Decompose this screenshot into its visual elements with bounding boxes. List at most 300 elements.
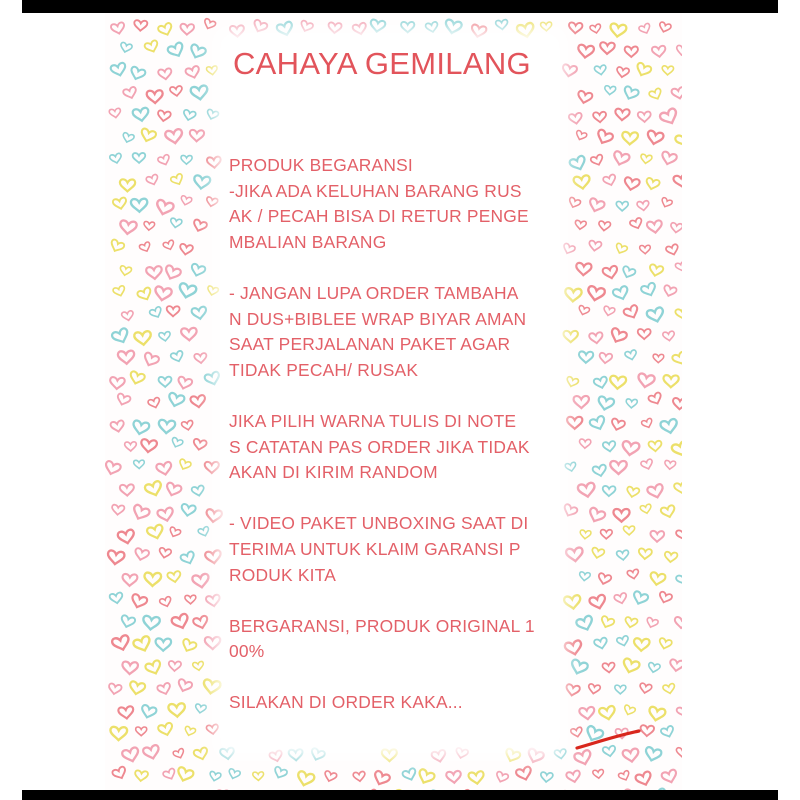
heart-icon [205, 509, 222, 523]
heart-icon [109, 153, 122, 164]
heart-icon [604, 86, 616, 96]
heart-icon [648, 706, 666, 722]
heart-icon [184, 726, 197, 737]
heart-icon [565, 684, 580, 697]
heart-icon [170, 86, 183, 97]
heart-icon [638, 111, 651, 122]
heart-icon [165, 129, 184, 145]
heart-icon [140, 704, 157, 719]
heart-icon [401, 22, 414, 32]
heart-icon [402, 768, 418, 782]
heart-icon [597, 396, 615, 411]
heart-icon [162, 768, 177, 781]
heart-icon [105, 460, 121, 476]
heart-icon [653, 354, 664, 363]
heart-icon [660, 197, 673, 209]
heart-icon [157, 507, 175, 522]
heart-icon [155, 638, 171, 650]
heart-icon [192, 438, 207, 450]
heart-icon [119, 42, 132, 54]
paragraph-gap [229, 486, 559, 512]
heart-icon [648, 392, 664, 406]
heart-icon [111, 635, 131, 652]
heart-icon [309, 748, 325, 762]
heart-icon [600, 530, 612, 539]
heart-icon [635, 771, 653, 787]
heart-icon [123, 86, 138, 100]
heart-icon [158, 68, 172, 80]
text-line: AK / PECAH BISA DI RETUR PENGE [229, 206, 529, 227]
heart-icon [613, 509, 629, 522]
heart-icon [624, 350, 637, 361]
heart-icon [676, 705, 682, 718]
heart-icon [158, 547, 171, 558]
heart-icon [574, 396, 590, 408]
heart-icon [176, 766, 195, 783]
heart-icon [597, 573, 612, 586]
heart-icon [176, 678, 193, 693]
heart-icon [526, 748, 545, 765]
heart-icon [616, 201, 628, 211]
heart-icon [182, 109, 196, 121]
heart-icon [129, 66, 146, 81]
heart-icon [142, 744, 160, 760]
heart-icon [576, 263, 592, 276]
heart-icon [134, 331, 152, 346]
heart-icon [598, 221, 611, 231]
heart-icon [495, 19, 508, 30]
heart-icon [206, 66, 218, 76]
top-black-bar [22, 0, 778, 13]
heart-icon [193, 747, 209, 761]
heart-icon [425, 21, 439, 33]
heart-icon [648, 88, 663, 102]
heart-icon [669, 659, 682, 672]
heart-icon [577, 305, 590, 316]
heart-icon [640, 154, 652, 164]
heart-icon [579, 439, 591, 448]
product-notes [229, 153, 559, 716]
heart-icon [681, 502, 682, 515]
heart-icon [168, 703, 185, 717]
heart-icon [118, 350, 135, 364]
heart-icon [139, 241, 152, 253]
heart-icon [626, 486, 640, 498]
heart-icon [646, 130, 664, 146]
heart-icon [676, 528, 682, 541]
heart-icon [646, 307, 665, 324]
heart-icon [660, 725, 675, 738]
heart-icon [675, 261, 682, 272]
heart-icon [170, 350, 185, 363]
heart-icon [190, 85, 208, 100]
heart-icon [639, 683, 652, 694]
heart-icon [603, 441, 617, 452]
heart-icon [159, 331, 171, 341]
heart-icon [621, 658, 640, 675]
heart-icon [180, 638, 197, 653]
heart-icon [416, 768, 435, 785]
heart-icon [179, 243, 193, 255]
heart-icon [640, 504, 652, 515]
heart-icon [625, 47, 638, 57]
heart-icon [624, 617, 638, 629]
heart-icon [157, 110, 171, 122]
heart-icon [573, 175, 591, 190]
heart-icon [662, 285, 677, 298]
heart-icon [117, 529, 135, 545]
heart-icon [185, 595, 196, 604]
heart-icon [178, 283, 197, 300]
heart-icon [134, 20, 148, 31]
heart-icon [623, 177, 640, 191]
heart-icon [568, 22, 582, 33]
heart-icon [122, 574, 137, 586]
heart-icon [590, 24, 602, 34]
heart-icon [663, 375, 679, 388]
heart-icon [566, 770, 582, 783]
heart-icon [593, 112, 607, 123]
heart-icon [612, 285, 630, 301]
heart-icon [134, 770, 148, 782]
heart-icon [660, 505, 676, 519]
heart-icon [664, 460, 676, 470]
heart-icon [192, 661, 204, 671]
heart-icon [176, 376, 192, 390]
heart-icon [631, 591, 648, 607]
heart-icon [112, 285, 126, 297]
heart-icon [623, 304, 641, 320]
heart-icon [575, 130, 588, 142]
heart-icon [664, 552, 678, 563]
heart-icon [207, 156, 222, 168]
heart-icon [670, 222, 682, 233]
heart-icon [577, 90, 593, 104]
text-line: BERGARANSI, PRODUK ORIGINAL 1 [229, 615, 535, 636]
heart-icon [185, 65, 201, 79]
heart-icon [444, 19, 462, 35]
heart-icon [674, 482, 682, 494]
heart-icon [431, 749, 447, 763]
heart-icon [562, 503, 578, 518]
heart-icon [564, 640, 583, 656]
heart-icon [220, 747, 235, 760]
heart-icon [147, 90, 164, 103]
heart-icon [674, 617, 682, 629]
heart-icon [579, 572, 591, 582]
heart-icon [515, 766, 533, 782]
heart-icon [633, 638, 649, 651]
heart-icon [122, 661, 138, 674]
heart-icon [602, 265, 619, 279]
heart-icon [574, 220, 586, 230]
heart-icon [190, 395, 206, 408]
heart-icon [621, 441, 640, 457]
heart-icon [125, 442, 137, 452]
heart-icon [109, 108, 121, 118]
heart-icon [202, 679, 221, 695]
heart-icon [675, 308, 682, 320]
heart-icon [567, 417, 582, 429]
text-line: -JIKA ADA KELUHAN BARANG RUS [229, 180, 522, 201]
heart-icon [382, 749, 397, 761]
heart-icon [119, 220, 137, 235]
text-line: TERIMA UNTUK KLAIM GARANSI P [229, 538, 521, 559]
heart-icon [140, 439, 157, 453]
heart-icon [158, 420, 175, 434]
heart-icon [592, 464, 607, 477]
heart-icon [121, 310, 134, 321]
heart-icon [635, 62, 653, 78]
heart-icon [204, 371, 221, 386]
heart-icon [110, 62, 127, 77]
heart-icon [580, 530, 592, 540]
heart-icon [181, 420, 194, 431]
heart-icon [579, 351, 594, 363]
heart-icon [195, 704, 207, 714]
heart-icon [171, 613, 191, 631]
heart-icon [119, 265, 132, 276]
heart-icon [206, 286, 218, 297]
heart-icon [328, 22, 342, 33]
paragraph-gap [229, 255, 559, 281]
heart-icon [144, 40, 160, 54]
heart-icon [504, 748, 521, 764]
heart-icon [170, 173, 185, 187]
heart-icon [599, 615, 614, 629]
heart-icon [205, 197, 218, 208]
heart-icon [198, 526, 211, 537]
heart-icon [577, 44, 594, 58]
heart-icon [191, 306, 207, 320]
heart-icon [595, 129, 614, 146]
heart-icon [159, 596, 173, 608]
heart-icon [647, 483, 665, 499]
heart-icon [128, 681, 145, 696]
heart-icon [609, 376, 626, 390]
text-line: TIDAK PECAH/ RUSAK [229, 359, 419, 380]
heart-icon [193, 175, 211, 190]
text-line: SAAT PERJALANAN PAKET AGAR [229, 334, 511, 355]
heart-icon [621, 266, 636, 280]
heart-icon [565, 288, 582, 302]
heart-icon [623, 526, 634, 535]
heart-icon [206, 594, 221, 607]
heart-icon [658, 591, 673, 604]
heart-icon [594, 637, 609, 650]
heart-icon [155, 199, 175, 216]
heart-icon [616, 550, 629, 561]
heart-icon [111, 504, 124, 515]
heart-icon [133, 153, 146, 163]
heart-icon [561, 64, 577, 78]
heart-icon [622, 86, 639, 102]
heart-icon [674, 131, 682, 148]
text-line: S CATATAN PAS ORDER JIKA TIDAK [229, 436, 530, 457]
paragraph-gap [229, 383, 559, 409]
heart-icon [353, 771, 366, 782]
heart-icon [569, 659, 588, 676]
heart-icon [120, 615, 136, 629]
heart-icon [158, 377, 171, 388]
heart-icon [121, 132, 134, 144]
heart-icon [112, 197, 127, 210]
heart-icon [142, 352, 160, 368]
heart-icon [116, 393, 131, 407]
heart-icon [134, 548, 150, 562]
heart-icon [647, 662, 660, 673]
paragraph-gap [229, 665, 559, 691]
heart-icon [139, 128, 156, 143]
heart-icon [637, 373, 655, 389]
heart-icon [540, 22, 551, 31]
heart-icon [599, 353, 613, 364]
heart-icon [132, 107, 149, 122]
heart-icon [146, 266, 163, 280]
heart-icon [209, 771, 222, 782]
heart-icon [568, 112, 582, 124]
heart-icon [647, 220, 663, 234]
heart-icon [107, 550, 125, 565]
heart-icon [671, 440, 682, 458]
heart-icon [602, 486, 615, 496]
heart-icon [658, 22, 672, 34]
heart-icon [158, 722, 175, 737]
heart-icon [252, 19, 268, 34]
heart-icon [203, 18, 217, 30]
heart-icon [610, 418, 626, 432]
heart-icon [588, 240, 602, 251]
text-line: N DUS+BIBLEE WRAP BIYAR AMAN [229, 308, 527, 329]
heart-icon [190, 263, 206, 277]
heart-icon [192, 219, 208, 233]
heart-icon [588, 684, 601, 695]
heart-icon [569, 155, 588, 172]
heart-icon [227, 768, 240, 780]
heart-icon [665, 244, 679, 257]
heart-icon [468, 771, 485, 785]
heart-icon [614, 243, 628, 255]
heart-icon [603, 174, 618, 187]
heart-icon [455, 747, 469, 759]
heart-icon [589, 332, 603, 344]
heart-icon [167, 306, 180, 316]
heart-icon [110, 727, 127, 741]
heart-icon [109, 592, 123, 604]
heart-icon [178, 458, 192, 471]
heart-icon [564, 595, 582, 610]
heart-icon [562, 243, 576, 256]
heart-icon [145, 660, 163, 677]
heart-icon [593, 769, 604, 778]
heart-icon [170, 218, 183, 229]
heart-icon [662, 66, 674, 75]
heart-icon [372, 770, 391, 787]
heart-icon [615, 685, 626, 694]
heart-icon [540, 772, 553, 783]
heart-icon [659, 108, 680, 127]
heart-icon [660, 418, 679, 434]
heart-icon [181, 155, 192, 164]
heart-icon [609, 327, 628, 344]
heart-icon [590, 154, 604, 167]
heart-icon [565, 376, 579, 388]
heart-icon [142, 615, 160, 630]
heart-icon [575, 615, 594, 632]
heart-icon [622, 132, 638, 145]
heart-icon [181, 328, 197, 341]
heart-icon [470, 24, 487, 38]
heart-icon [323, 770, 337, 782]
heart-icon [649, 572, 666, 586]
heart-icon [157, 22, 174, 37]
heart-icon [154, 286, 173, 302]
heart-icon [188, 44, 206, 61]
heart-icon [446, 771, 462, 784]
heart-icon [144, 573, 161, 587]
heart-icon [675, 572, 682, 586]
heart-icon [269, 750, 284, 763]
heart-icon [156, 461, 173, 476]
heart-icon [516, 22, 535, 38]
text-line: SILAKAN DI ORDER KAKA... [229, 692, 463, 713]
text-line: 00% [229, 641, 265, 662]
text-line: MBALIAN BARANG [229, 231, 387, 252]
text-line: JIKA PILIH WARNA TULIS DI NOTE [229, 410, 517, 431]
heart-icon [128, 371, 145, 386]
heart-icon [131, 504, 151, 522]
heart-icon [599, 705, 617, 720]
heart-icon [109, 239, 125, 254]
heart-icon [627, 569, 640, 580]
heart-icon [563, 331, 577, 342]
heart-icon [589, 594, 608, 610]
heart-icon [640, 245, 651, 254]
heart-icon [180, 24, 194, 35]
heart-icon [167, 42, 186, 59]
heart-icon [164, 482, 182, 498]
heart-icon [149, 306, 164, 319]
heart-icon [147, 397, 161, 409]
heart-icon [273, 766, 288, 780]
heart-icon [587, 507, 606, 524]
heart-icon [565, 462, 577, 472]
heart-icon [495, 771, 509, 784]
heart-icon [579, 707, 595, 721]
heart-icon [144, 480, 164, 497]
heart-icon [614, 592, 628, 604]
heart-icon [673, 174, 682, 188]
text-line: - VIDEO PAKET UNBOXING SAAT DI [229, 513, 529, 534]
heart-icon [206, 724, 219, 735]
heart-icon [616, 635, 630, 647]
heart-icon [600, 42, 615, 54]
heart-icon [299, 20, 314, 33]
heart-icon [132, 420, 150, 436]
heart-icon [644, 746, 662, 762]
heart-icon [676, 748, 682, 757]
heart-icon [661, 769, 679, 785]
heart-icon [640, 282, 657, 298]
heart-icon [143, 221, 154, 230]
store-title: CAHAYA GEMILANG [233, 46, 531, 81]
heart-icon [616, 67, 630, 79]
heart-icon [610, 461, 627, 474]
heart-icon [658, 638, 672, 651]
heart-icon [663, 331, 676, 342]
heart-icon [618, 770, 631, 782]
heart-icon [112, 766, 128, 781]
